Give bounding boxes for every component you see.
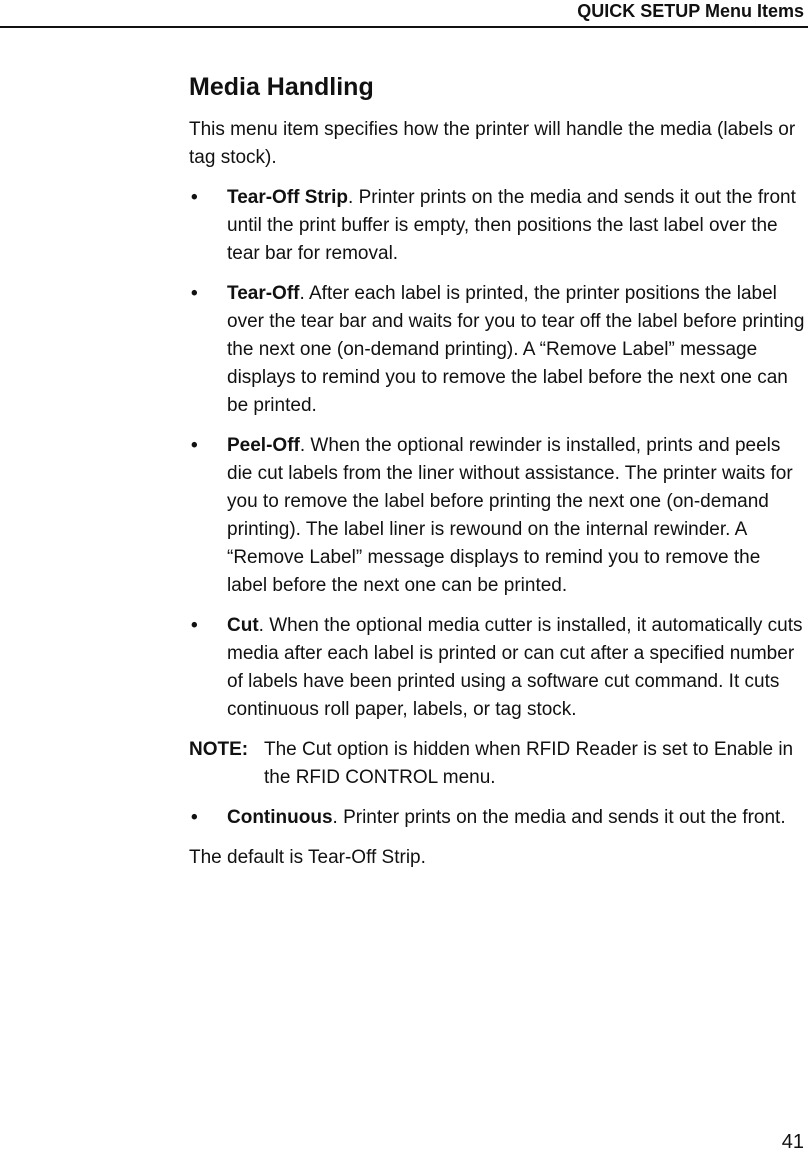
intro-paragraph: This menu item specifies how the printer will handle the media (labels or tag stock). bbox=[189, 119, 796, 168]
option-term: Tear-Off Strip bbox=[227, 187, 349, 208]
page-number: 41 bbox=[781, 1131, 804, 1153]
note-text: The Cut option is hidden when RFID Reader is set to Enable in the RFID CONTROL menu. bbox=[264, 739, 794, 788]
header-divider bbox=[0, 26, 808, 28]
option-description: . When the optional rewinder is installed, prints and peels die cut labels from the liner without assistance. The printer waits for you to remove the label before printing the next one (on-demand printing). The label liner is rewound on the internal rewinder. A “Remove Label” message displays to remind you to remove the label before the next one can be printed. bbox=[227, 435, 793, 596]
default-statement: The default is Tear-Off Strip. bbox=[189, 847, 426, 868]
option-term: Continuous bbox=[227, 807, 333, 828]
bullet-icon: • bbox=[191, 435, 198, 456]
note-block bbox=[189, 736, 805, 792]
note-label: NOTE: bbox=[189, 739, 249, 760]
bullet-icon: • bbox=[191, 807, 198, 828]
option-peel-off bbox=[189, 432, 805, 600]
option-cut bbox=[189, 612, 805, 724]
option-description: . Printer prints on the media and sends it out the front. bbox=[332, 807, 786, 828]
option-tear-off bbox=[189, 280, 805, 420]
option-tear-off-strip bbox=[189, 184, 805, 268]
bullet-icon: • bbox=[191, 187, 198, 208]
bullet-icon: • bbox=[191, 283, 198, 304]
option-term: Tear-Off bbox=[227, 283, 300, 304]
section-title: Media Handling bbox=[189, 73, 374, 101]
option-term: Peel-Off bbox=[227, 435, 300, 456]
running-header: QUICK SETUP Menu Items bbox=[577, 1, 804, 21]
option-continuous bbox=[189, 804, 805, 832]
option-description: . After each label is printed, the printer positions the label over the tear bar and waits for you to tear off the label before printing the next one (on-demand printing). A “Remove Label” message displays to remind you to remove the label before the next one can be printed. bbox=[227, 283, 805, 416]
option-term: Cut bbox=[227, 615, 259, 636]
option-description: . Printer prints on the media and sends it out the front until the print buffer is empty, then positions the last label over the tear bar for removal. bbox=[227, 187, 796, 264]
option-description: . When the optional media cutter is installed, it automatically cuts media after each label is printed or can cut after a specified number of labels have been printed using a software cut command. It cuts continuous roll paper, labels, or tag stock. bbox=[227, 615, 803, 720]
page-content bbox=[189, 70, 805, 884]
bullet-icon: • bbox=[191, 615, 198, 636]
